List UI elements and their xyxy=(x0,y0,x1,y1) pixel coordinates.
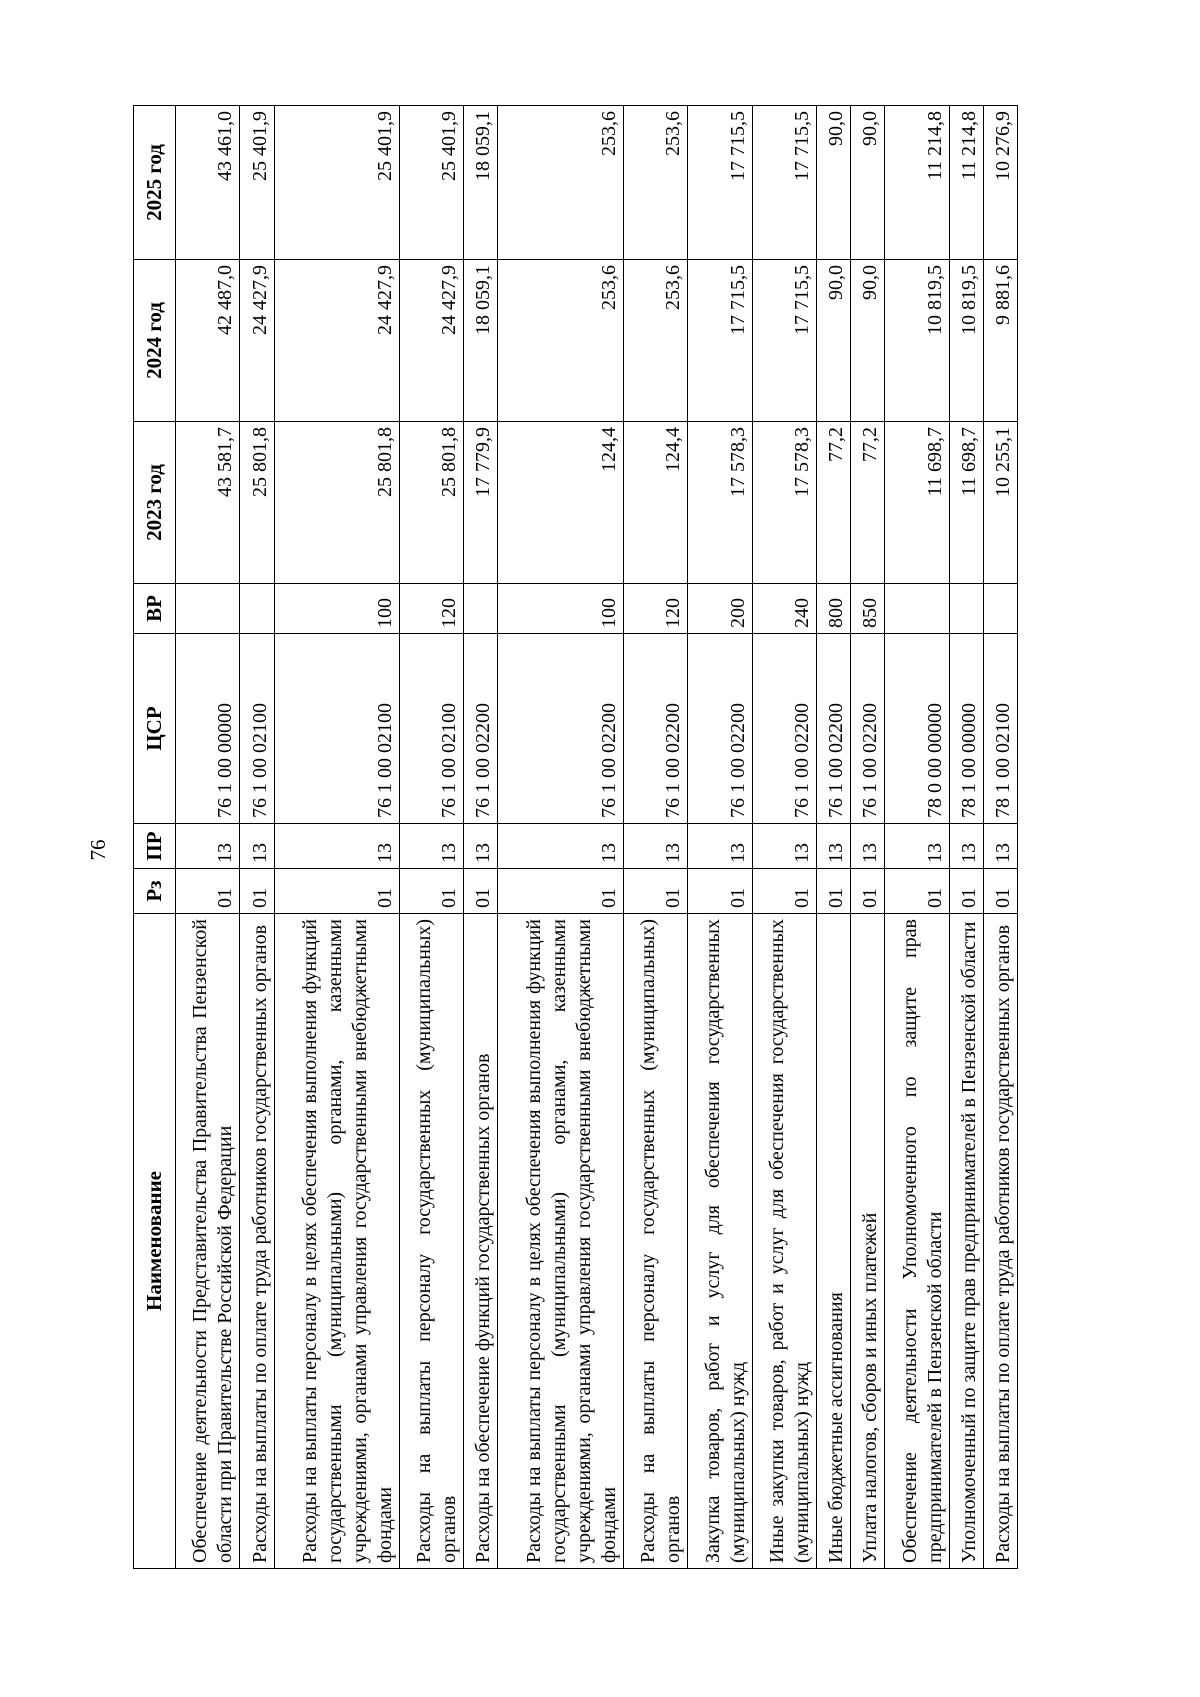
cell-2024: 90,0 xyxy=(851,260,885,422)
cell-2023: 25 801,8 xyxy=(274,422,399,584)
cell-rz: 01 xyxy=(464,869,498,914)
cell-vr: 120 xyxy=(399,584,463,634)
cell-vr xyxy=(176,584,240,634)
cell-vr: 850 xyxy=(851,584,885,634)
cell-2025: 90,0 xyxy=(851,106,885,260)
cell-name: Обеспечение деятельности Представительства Правительства Пензенской области при Правительстве Российской Федерации xyxy=(176,914,240,1569)
cell-rz: 01 xyxy=(623,869,687,914)
cell-rz: 01 xyxy=(752,869,816,914)
table-row xyxy=(399,106,463,1569)
cell-csr: 76 1 00 02200 xyxy=(752,634,816,824)
cell-2024: 10 819,5 xyxy=(885,260,949,422)
cell-csr: 76 1 00 02100 xyxy=(399,634,463,824)
cell-rz: 01 xyxy=(688,869,752,914)
cell-csr: 78 1 00 00000 xyxy=(949,634,983,824)
cell-pr: 13 xyxy=(240,824,274,869)
cell-csr: 76 1 00 02200 xyxy=(817,634,851,824)
table-row xyxy=(274,106,399,1569)
cell-csr: 76 1 00 02100 xyxy=(240,634,274,824)
cell-csr: 76 1 00 02200 xyxy=(851,634,885,824)
cell-pr: 13 xyxy=(949,824,983,869)
rotated-table-inner xyxy=(133,106,1018,1569)
cell-name: Иные закупки товаров, работ и услуг для обеспечения государственных (муниципальных) нужд xyxy=(752,914,816,1569)
cell-name: Закупка товаров, работ и услуг для обеспечения государственных (муниципальных) нужд xyxy=(688,914,752,1569)
table-row xyxy=(752,106,816,1569)
cell-2023: 11 698,7 xyxy=(949,422,983,584)
cell-vr xyxy=(240,584,274,634)
table-header-row xyxy=(134,106,176,1569)
header-2024: 2024 год xyxy=(134,260,176,422)
cell-2023: 11 698,7 xyxy=(885,422,949,584)
cell-2023: 124,4 xyxy=(498,422,623,584)
table-row xyxy=(688,106,752,1569)
header-vr: ВР xyxy=(134,584,176,634)
cell-rz: 01 xyxy=(176,869,240,914)
cell-csr: 78 1 00 02100 xyxy=(983,634,1017,824)
table-row xyxy=(240,106,274,1569)
cell-vr xyxy=(464,584,498,634)
table-row xyxy=(949,106,983,1569)
cell-2025: 43 461,0 xyxy=(176,106,240,260)
cell-rz: 01 xyxy=(274,869,399,914)
table-row xyxy=(498,106,623,1569)
header-pr: ПР xyxy=(134,824,176,869)
cell-csr: 76 1 00 00000 xyxy=(176,634,240,824)
cell-csr: 76 1 00 02200 xyxy=(623,634,687,824)
budget-table xyxy=(133,105,1018,1569)
cell-2023: 77,2 xyxy=(851,422,885,584)
page-number: 76 xyxy=(86,839,110,861)
cell-pr: 13 xyxy=(885,824,949,869)
cell-vr: 100 xyxy=(274,584,399,634)
cell-2023: 124,4 xyxy=(623,422,687,584)
table-row xyxy=(464,106,498,1569)
cell-pr: 13 xyxy=(623,824,687,869)
cell-name: Обеспечение деятельности Уполномоченного по защите прав предпринимателей в Пензенской области xyxy=(885,914,949,1569)
cell-2025: 17 715,5 xyxy=(752,106,816,260)
cell-vr: 240 xyxy=(752,584,816,634)
cell-2024: 42 487,0 xyxy=(176,260,240,422)
table-row xyxy=(176,106,240,1569)
cell-2024: 90,0 xyxy=(817,260,851,422)
cell-2024: 253,6 xyxy=(623,260,687,422)
header-rz: Рз xyxy=(134,869,176,914)
cell-2024: 24 427,9 xyxy=(240,260,274,422)
cell-2023: 10 255,1 xyxy=(983,422,1017,584)
cell-csr: 76 1 00 02200 xyxy=(688,634,752,824)
cell-name: Уплата налогов, сборов и иных платежей xyxy=(851,914,885,1569)
cell-2025: 11 214,8 xyxy=(885,106,949,260)
cell-rz: 01 xyxy=(240,869,274,914)
header-csr: ЦСР xyxy=(134,634,176,824)
header-name: Наименование xyxy=(134,914,176,1569)
cell-pr: 13 xyxy=(752,824,816,869)
cell-vr xyxy=(949,584,983,634)
rotated-table-frame xyxy=(133,106,1018,1569)
cell-2024: 24 427,9 xyxy=(399,260,463,422)
cell-rz: 01 xyxy=(885,869,949,914)
cell-pr: 13 xyxy=(851,824,885,869)
cell-pr: 13 xyxy=(817,824,851,869)
cell-rz: 01 xyxy=(851,869,885,914)
cell-2024: 10 819,5 xyxy=(949,260,983,422)
cell-2025: 25 401,9 xyxy=(240,106,274,260)
cell-csr: 76 1 00 02200 xyxy=(498,634,623,824)
cell-2024: 17 715,5 xyxy=(688,260,752,422)
cell-2023: 77,2 xyxy=(817,422,851,584)
cell-csr: 76 1 00 02100 xyxy=(274,634,399,824)
table-body xyxy=(176,106,1018,1569)
header-2025: 2025 год xyxy=(134,106,176,260)
cell-pr: 13 xyxy=(498,824,623,869)
cell-csr: 76 1 00 02200 xyxy=(464,634,498,824)
cell-vr xyxy=(885,584,949,634)
cell-2025: 25 401,9 xyxy=(399,106,463,260)
cell-name: Расходы на выплаты персоналу государственных (муниципальных) органов xyxy=(399,914,463,1569)
cell-2025: 25 401,9 xyxy=(274,106,399,260)
cell-csr: 78 0 00 00000 xyxy=(885,634,949,824)
cell-2025: 253,6 xyxy=(623,106,687,260)
cell-pr: 13 xyxy=(688,824,752,869)
cell-name: Расходы на выплаты персоналу в целях обеспечения выполнения функций государственными (муниципальными) органами, казенными учреждениями, органами управления государственными внебюджетными фондами xyxy=(498,914,623,1569)
table-row xyxy=(623,106,687,1569)
cell-2023: 25 801,8 xyxy=(399,422,463,584)
cell-rz: 01 xyxy=(817,869,851,914)
cell-2025: 90,0 xyxy=(817,106,851,260)
cell-2023: 17 578,3 xyxy=(752,422,816,584)
cell-name: Расходы на выплаты по оплате труда работников государственных органов xyxy=(240,914,274,1569)
cell-2024: 17 715,5 xyxy=(752,260,816,422)
table-row xyxy=(885,106,949,1569)
cell-vr: 200 xyxy=(688,584,752,634)
cell-name: Расходы на выплаты по оплате труда работников государственных органов xyxy=(983,914,1017,1569)
cell-name: Расходы на обеспечение функций государственных органов xyxy=(464,914,498,1569)
table-row xyxy=(851,106,885,1569)
cell-2024: 253,6 xyxy=(498,260,623,422)
cell-pr: 13 xyxy=(464,824,498,869)
header-2023: 2023 год xyxy=(134,422,176,584)
cell-2025: 11 214,8 xyxy=(949,106,983,260)
cell-pr: 13 xyxy=(399,824,463,869)
cell-name: Уполномоченный по защите прав предпринимателей в Пензенской области xyxy=(949,914,983,1569)
cell-name: Расходы на выплаты персоналу в целях обеспечения выполнения функций государственными (муниципальными) органами, казенными учреждениями, органами управления государственными внебюджетными фондами xyxy=(274,914,399,1569)
cell-pr: 13 xyxy=(983,824,1017,869)
cell-rz: 01 xyxy=(498,869,623,914)
cell-2025: 18 059,1 xyxy=(464,106,498,260)
cell-2025: 253,6 xyxy=(498,106,623,260)
cell-rz: 01 xyxy=(949,869,983,914)
cell-rz: 01 xyxy=(983,869,1017,914)
cell-2024: 18 059,1 xyxy=(464,260,498,422)
cell-vr: 800 xyxy=(817,584,851,634)
cell-vr xyxy=(983,584,1017,634)
table-row xyxy=(817,106,851,1569)
cell-2024: 24 427,9 xyxy=(274,260,399,422)
cell-rz: 01 xyxy=(399,869,463,914)
table-row xyxy=(983,106,1017,1569)
cell-2025: 17 715,5 xyxy=(688,106,752,260)
cell-2025: 10 276,9 xyxy=(983,106,1017,260)
cell-vr: 100 xyxy=(498,584,623,634)
cell-2023: 17 779,9 xyxy=(464,422,498,584)
cell-name: Расходы на выплаты персоналу государственных (муниципальных) органов xyxy=(623,914,687,1569)
cell-2023: 43 581,7 xyxy=(176,422,240,584)
cell-2024: 9 881,6 xyxy=(983,260,1017,422)
cell-pr: 13 xyxy=(274,824,399,869)
cell-name: Иные бюджетные ассигнования xyxy=(817,914,851,1569)
cell-2023: 17 578,3 xyxy=(688,422,752,584)
cell-2023: 25 801,8 xyxy=(240,422,274,584)
cell-vr: 120 xyxy=(623,584,687,634)
cell-pr: 13 xyxy=(176,824,240,869)
